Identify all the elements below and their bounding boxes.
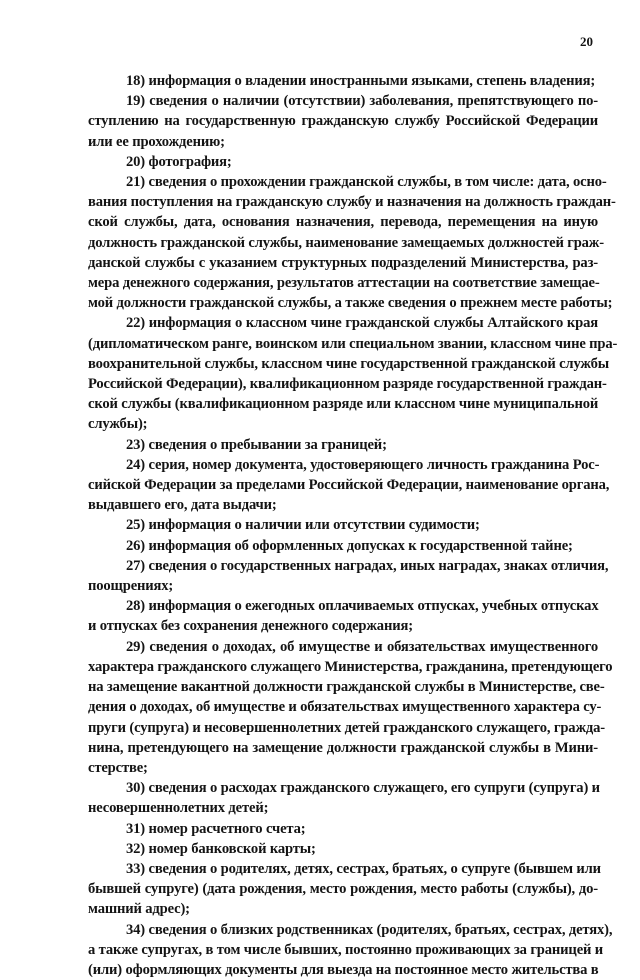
text-line: 28) информация о ежегодных оплачиваемых отпусках, учебных отпусках bbox=[126, 598, 599, 615]
list-item bbox=[88, 596, 598, 636]
list-item bbox=[88, 515, 598, 535]
text-line: данской службы с указанием структурных подразделений Министерства, раз- bbox=[88, 254, 598, 271]
text-line: мой должности гражданской службы, а также сведения о прежнем месте работы; bbox=[88, 295, 613, 312]
text-line: 33) сведения о родителях, детях, сестрах, братьях, о супруге (бывшем или bbox=[126, 860, 601, 877]
text-line: Российской Федерации), квалификационном разряде государственной граждан- bbox=[88, 376, 607, 393]
text-line: и отпусках без сохранения денежного содержания; bbox=[88, 618, 413, 635]
text-line: 30) сведения о расходах гражданского служащего, его супруги (супруга) и bbox=[126, 780, 600, 797]
text-line: характера гражданского служащего Министерства, гражданина, претендующего bbox=[88, 658, 613, 675]
text-line: машний адрес); bbox=[88, 901, 190, 918]
text-line: 32) номер банковской карты; bbox=[126, 840, 316, 857]
text-line: ской службы (квалификационном разряде или классном чине муниципальной bbox=[88, 396, 599, 413]
text-line: воохранительной службы, классном чине государственной гражданской службы bbox=[88, 355, 610, 372]
text-line: ской службы, дата, основания назначения, перевода, перемещения на иную bbox=[88, 214, 598, 231]
list-item bbox=[88, 435, 598, 455]
text-line: 31) номер расчетного счета; bbox=[126, 820, 306, 837]
text-line: вания поступления на гражданскую службу и назначения на должность граждан- bbox=[88, 194, 616, 211]
text-line: 27) сведения о государственных наградах, иных наградах, знаках отличия, bbox=[126, 557, 609, 574]
text-line: пруги (супруга) и несовершеннолетних детей гражданского служащего, гражда- bbox=[88, 719, 605, 736]
text-line: ступлению на государственную гражданскую службу Российской Федерации bbox=[88, 113, 598, 130]
list-item bbox=[88, 91, 598, 152]
text-line: или ее прохождению; bbox=[88, 133, 225, 150]
text-line: 19) сведения о наличии (отсутствии) заболевания, препятствующего по- bbox=[126, 93, 598, 110]
text-line: 24) серия, номер документа, удостоверяющего личность гражданина Рос- bbox=[126, 456, 600, 473]
list-item bbox=[88, 556, 609, 596]
text-line: на замещение вакантной должности гражданской службы в Министерстве, све- bbox=[88, 679, 605, 696]
text-line: а также супругах, в том числе бывших, постоянно проживающих за границей и bbox=[88, 941, 604, 958]
list-item bbox=[88, 172, 616, 313]
text-line: (или) оформляющих документы для выезда на постоянное место жительства в bbox=[88, 961, 599, 978]
text-line: стерстве; bbox=[88, 759, 148, 776]
text-line: сийской Федерации за пределами Российской Федерации, наименование органа, bbox=[88, 477, 610, 494]
list-item bbox=[88, 455, 610, 516]
page-number: 20 bbox=[580, 34, 593, 49]
text-line: дения о доходах, об имуществе и обязательствах имущественного характера су- bbox=[88, 699, 602, 716]
text-line: службы); bbox=[88, 416, 148, 433]
text-line: 34) сведения о близких родственниках (родителях, братьях, сестрах, детях), bbox=[126, 921, 613, 938]
text-line: 20) фотография; bbox=[126, 153, 232, 170]
text-line: 25) информация о наличии или отсутствии судимости; bbox=[126, 517, 480, 534]
text-line: поощрениях; bbox=[88, 578, 174, 595]
list-item bbox=[88, 152, 598, 172]
text-line: 26) информация об оформленных допусках к государственной тайне; bbox=[126, 537, 573, 554]
text-line: 18) информация о владении иностранными языками, степень владения; bbox=[126, 73, 596, 89]
text-line: 23) сведения о пребывании за границей; bbox=[126, 436, 387, 453]
list-item bbox=[88, 313, 618, 434]
text-line: 21) сведения о прохождении гражданской службы, в том числе: дата, осно- bbox=[126, 174, 607, 191]
list-item bbox=[88, 536, 598, 556]
text-line: нина, претендующего на замещение должности гражданской службы в Мини- bbox=[88, 739, 598, 756]
list-item bbox=[88, 819, 598, 839]
list-item bbox=[88, 778, 598, 818]
document-body bbox=[88, 71, 618, 980]
text-line: 29) сведения о доходах, об имуществе и обязательствах имущественного bbox=[126, 638, 598, 655]
text-line: (дипломатическом ранге, воинском или специальном звании, классном чине пра- bbox=[88, 335, 618, 352]
text-line: 22) информация о классном чине гражданской службы Алтайского края bbox=[126, 315, 598, 332]
list-item bbox=[88, 839, 598, 859]
text-line: несовершеннолетних детей; bbox=[88, 800, 269, 817]
text-line: выдавшего его, дата выдачи; bbox=[88, 497, 277, 514]
list-item bbox=[88, 920, 613, 980]
text-line: бывшей супруге) (дата рождения, место рождения, место работы (службы), до- bbox=[88, 881, 598, 898]
list-item bbox=[88, 637, 613, 778]
text-line: мера денежного содержания, результатов аттестации на соответствие замещае- bbox=[88, 275, 600, 292]
list-item bbox=[88, 71, 598, 91]
text-line: должность гражданской службы, наименование замещаемых должностей граж- bbox=[88, 234, 604, 251]
list-item bbox=[88, 859, 601, 920]
